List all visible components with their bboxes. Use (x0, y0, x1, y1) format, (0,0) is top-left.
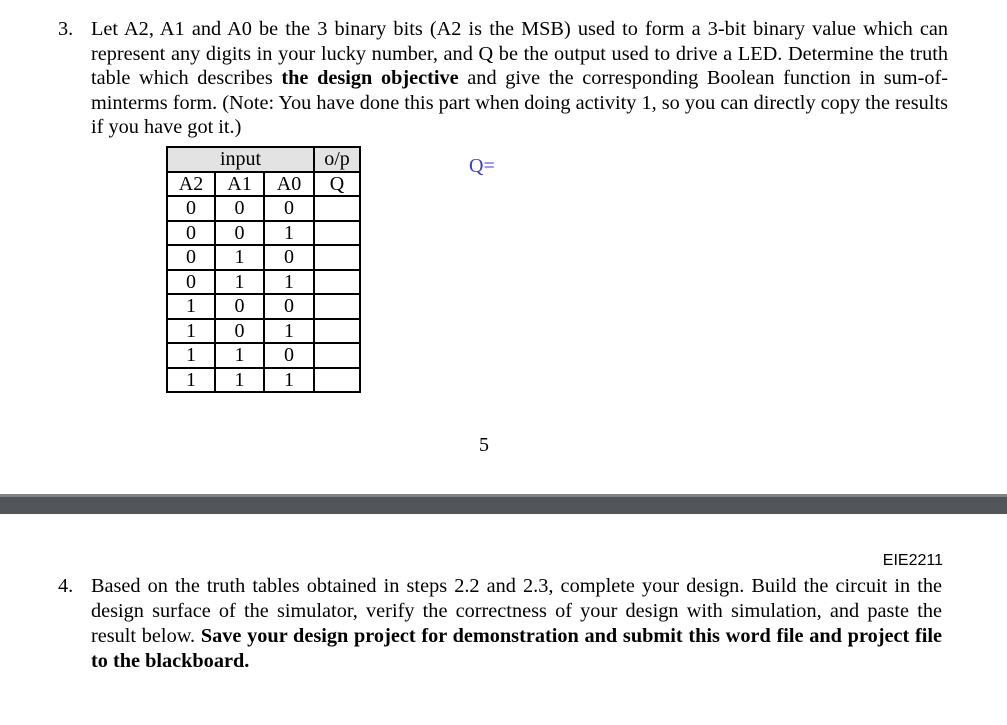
cell-q[interactable] (314, 294, 360, 319)
cell-a2: 0 (167, 221, 215, 246)
cell-a1: 0 (215, 196, 264, 221)
cell-a0: 0 (264, 196, 314, 221)
truth-table (166, 146, 361, 393)
truth-table-row (167, 368, 360, 393)
question-4 (58, 574, 942, 674)
cell-a0: 1 (264, 368, 314, 393)
column-header-a2: A2 (167, 172, 215, 197)
truth-table-row (167, 294, 360, 319)
page-number: 5 (479, 434, 489, 456)
page-header-course-code: EIE2211 (882, 552, 943, 569)
cell-q[interactable] (314, 196, 360, 221)
cell-a2: 1 (167, 343, 215, 368)
truth-table-group-header (167, 147, 360, 172)
column-header-q: Q (314, 172, 360, 197)
truth-table-column-header (167, 172, 360, 197)
cell-a1: 1 (215, 245, 264, 270)
cell-a1: 1 (215, 368, 264, 393)
cell-a0: 1 (264, 221, 314, 246)
truth-table-row (167, 196, 360, 221)
cell-q[interactable] (314, 270, 360, 295)
cell-q[interactable] (314, 368, 360, 393)
question-text-part1: Let A2, A1 and A0 be the 3 binary bits (A2 is the MSB) used to form a 3-bit binary value which can represent any digits in your lucky number, and Q be the output used to drive a LED. Determine the truth table which describes (91, 18, 948, 89)
question-number: 4. (58, 575, 74, 597)
truth-table-row (167, 221, 360, 246)
cell-q[interactable] (314, 245, 360, 270)
cell-a0: 0 (264, 343, 314, 368)
cell-a2: 1 (167, 294, 215, 319)
truth-table-row (167, 343, 360, 368)
output-group-header: o/p (314, 147, 360, 172)
cell-q[interactable] (314, 319, 360, 344)
cell-a0: 1 (264, 270, 314, 295)
cell-a2: 0 (167, 196, 215, 221)
cell-q[interactable] (314, 221, 360, 246)
truth-table-row (167, 245, 360, 270)
cell-q[interactable] (314, 343, 360, 368)
question-text-bold: Save your design project for demonstration and submit this word file and project file to the blackboard. (91, 625, 942, 672)
page-gap-edge (0, 494, 1007, 497)
page-gap (0, 494, 1007, 514)
q-function-label: Q= (469, 155, 495, 177)
cell-a1: 0 (215, 319, 264, 344)
design-objective-emphasis: the design objective (281, 67, 459, 89)
cell-a1: 1 (215, 343, 264, 368)
cell-a2: 0 (167, 270, 215, 295)
question-text-normal: Based on the truth tables obtained in steps 2.2 and 2.3, complete your design. Build the circuit in the design surface of the simulator, verify the correctness of your design with simulation, and paste the result below. (91, 575, 942, 647)
question-text (91, 17, 948, 140)
question-text-part2: and give the corresponding Boolean function in sum-of-minterms form. (Note: You have done this part when doing activity 1, so you can directly copy the results if you have got it.) (91, 67, 948, 138)
question-text (91, 574, 942, 674)
input-group-header: input (167, 147, 314, 172)
cell-a0: 0 (264, 245, 314, 270)
cell-a2: 1 (167, 319, 215, 344)
cell-a0: 0 (264, 294, 314, 319)
cell-a1: 1 (215, 270, 264, 295)
cell-a2: 0 (167, 245, 215, 270)
cell-a0: 1 (264, 319, 314, 344)
truth-table-row (167, 319, 360, 344)
column-header-a1: A1 (215, 172, 264, 197)
column-header-a0: A0 (264, 172, 314, 197)
question-number: 3. (58, 18, 74, 40)
truth-table-row (167, 270, 360, 295)
question-3 (58, 17, 948, 140)
cell-a2: 1 (167, 368, 215, 393)
cell-a1: 0 (215, 294, 264, 319)
cell-a1: 0 (215, 221, 264, 246)
